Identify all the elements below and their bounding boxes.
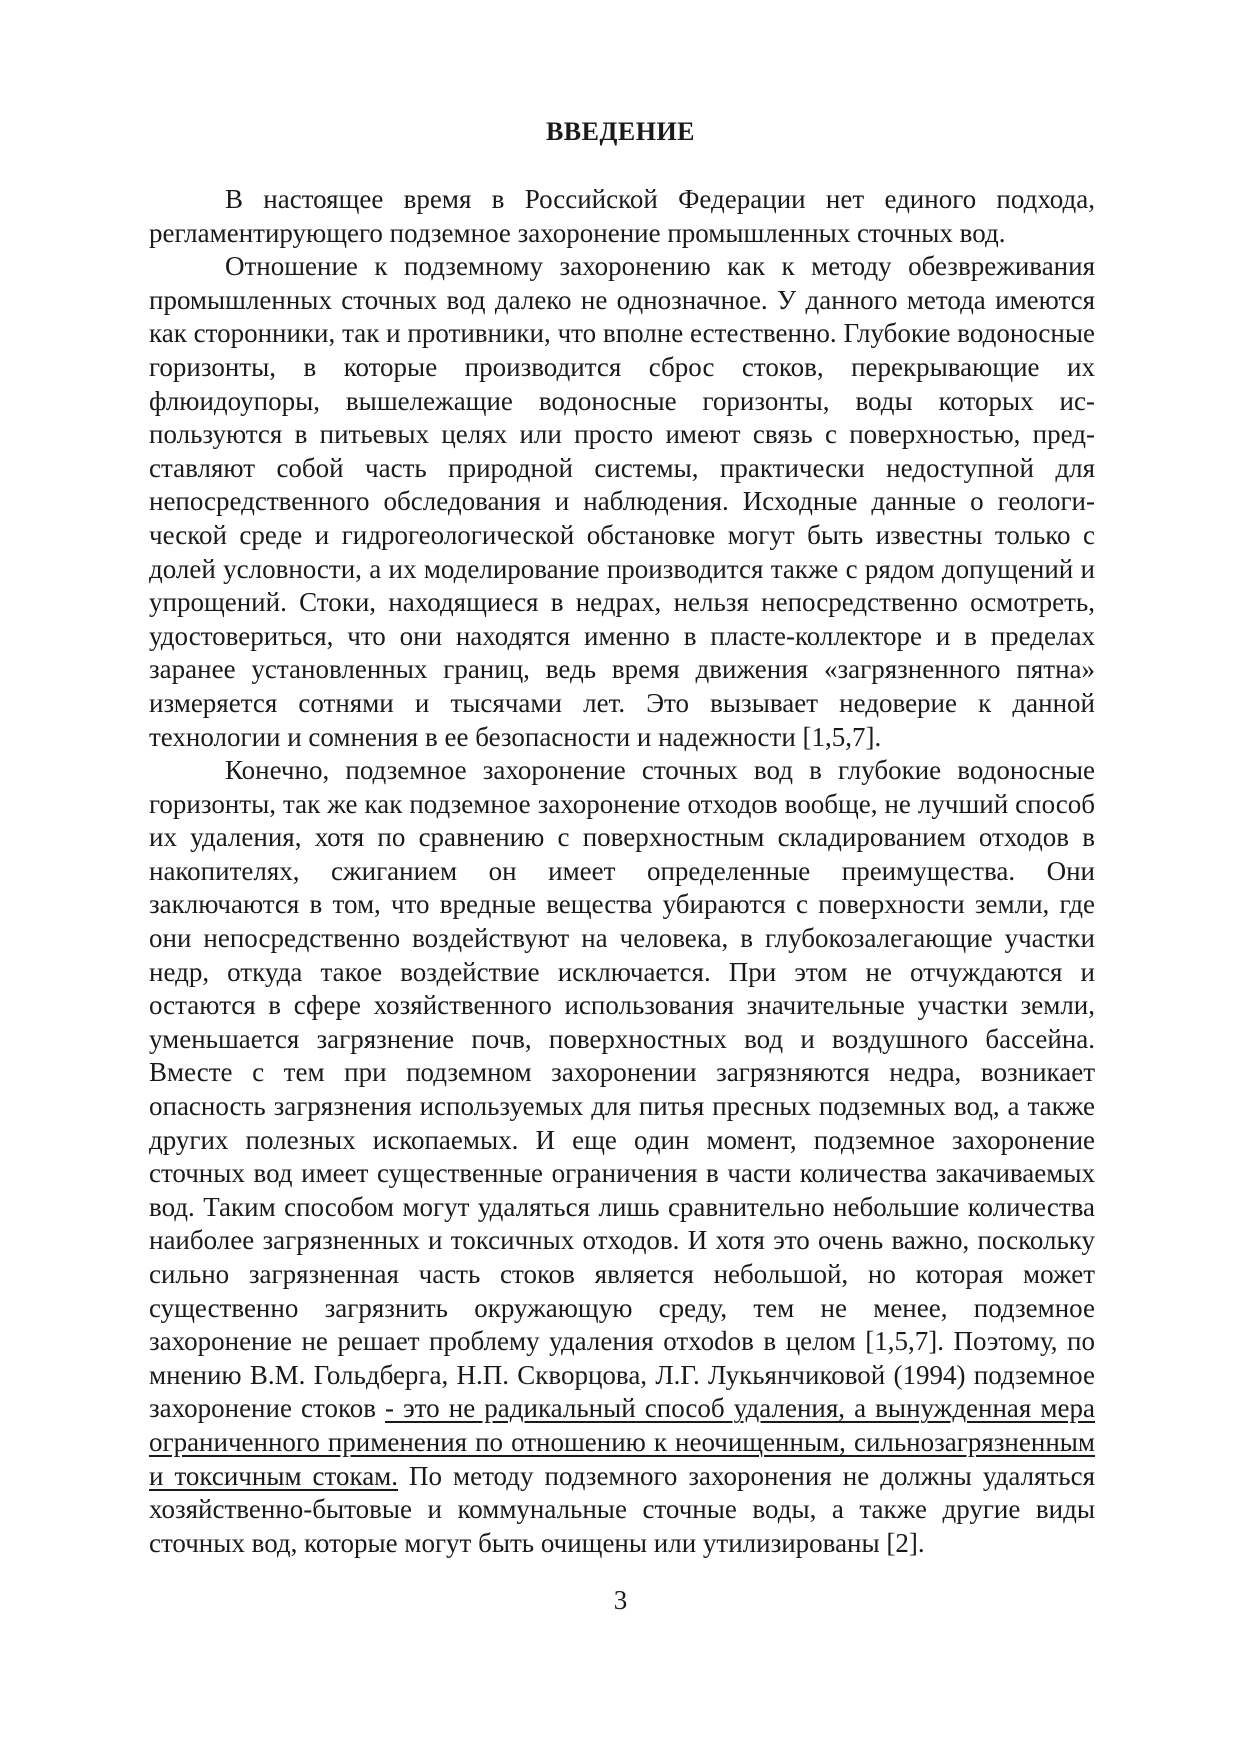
paragraph-1: В настоящее время в Российской Федерации нет единого подхода, регламентирующего подземное захоронение промышленных сточных вод. [149,184,1095,248]
paragraph-3 [149,754,1095,1560]
paragraph-2: Отношение к подземному захоронению как к методу обезвреживания промышленных сточных вод далеко не однозначное. У данного метода имеются как сторонники, так и противники, что вполне естественно. Глубокие водоносные горизонты, в которые производится сброс стоков, перекрывающие их флюидоупоры, вышележащие водоносные горизонты, воды которых используются в питьевых целях или просто имеют связь с поверхностью, представляют собой часть природной системы, практически недоступной для непосредственного обследования и наблюдения. Исходные данные о геологической среде и гидрогеологической обстановке могут быть известны только с долей условности, а их моделирование производится также с рядом допущений и упрощений. Стоки, находящиеся в недрах, нельзя непосредственно осмотреть, удостовериться, что они находятся именно в пласте-коллекторе и в пределах заранее установленных границ, ведь время движения «загрязненного пятна» измеряется сотнями и тысячами лет. Это вызывает недоверие к данной технологии и сомнения в ее безопасности и надежности [1,5,7]. [149,251,1095,752]
underlined-emphasis: - это не радикальный способ удаления, а вынужденная мера ограниченного применения по отношению к неочищенным, сильнозагрязненным и токсичным стокам. [149,1393,1095,1491]
section-heading: ВВЕДЕНИЕ [545,117,696,146]
paragraph-3-text-start: Конечно, подземное захоронение сточных вод в глубокие водоносные горизонты, так же как подземное захоронение отходов вообще, не лучший способ их удаления, хотя по сравнению с поверхностным складированием отходов в накопителях, сжиганием он имеет определенные преимущества. Они заключаются в том, что вредные вещества убираются с поверхности земли, где они непосредственно воздействуют на человека, в глубокозалегающие участки недр, откуда такое воздействие исключается. При этом не отчуждаются и остаются в сфере хозяйственного использования значительные участки земли, уменьшается загрязнение почв, поверхностных вод и воздушного бассейна. Вместе с тем при подземном захоронении загрязняются недра, возникает опасность загрязнения используемых для питья пресных подземных вод, а также других полезных ископаемых. И еще один момент, подземное захоронение сточных вод имеет существенные ограничения в части количества закачиваемых вод. Таким способом могут удаляться лишь сравнительно небольшие количества наиболее загрязненных и токсичных отходов. И хотя это очень важно, поскольку сильно загрязненная часть стоков является небольшой, но которая может существенно загрязнить окружающую среду, тем не менее, подземное захоронение не решает проблему удаления отхоdов в целом [1,5,7]. Поэтому, по мнению В.М. Гольдберга, Н.П. Скворцова, Л.Г. Лукьянчиковой (1994) подземное захоронение стоков [149,755,1095,1424]
page-number: 3 [613,1585,628,1615]
paragraph-3-text-end: По методу подземного захоронения не должны удаляться хозяйственно-бытовые и коммунальные сточные воды, а также другие виды сточных вод, которые могут быть очищены или утилизированы [2]. [149,1460,1095,1558]
body-text [149,183,1095,1560]
